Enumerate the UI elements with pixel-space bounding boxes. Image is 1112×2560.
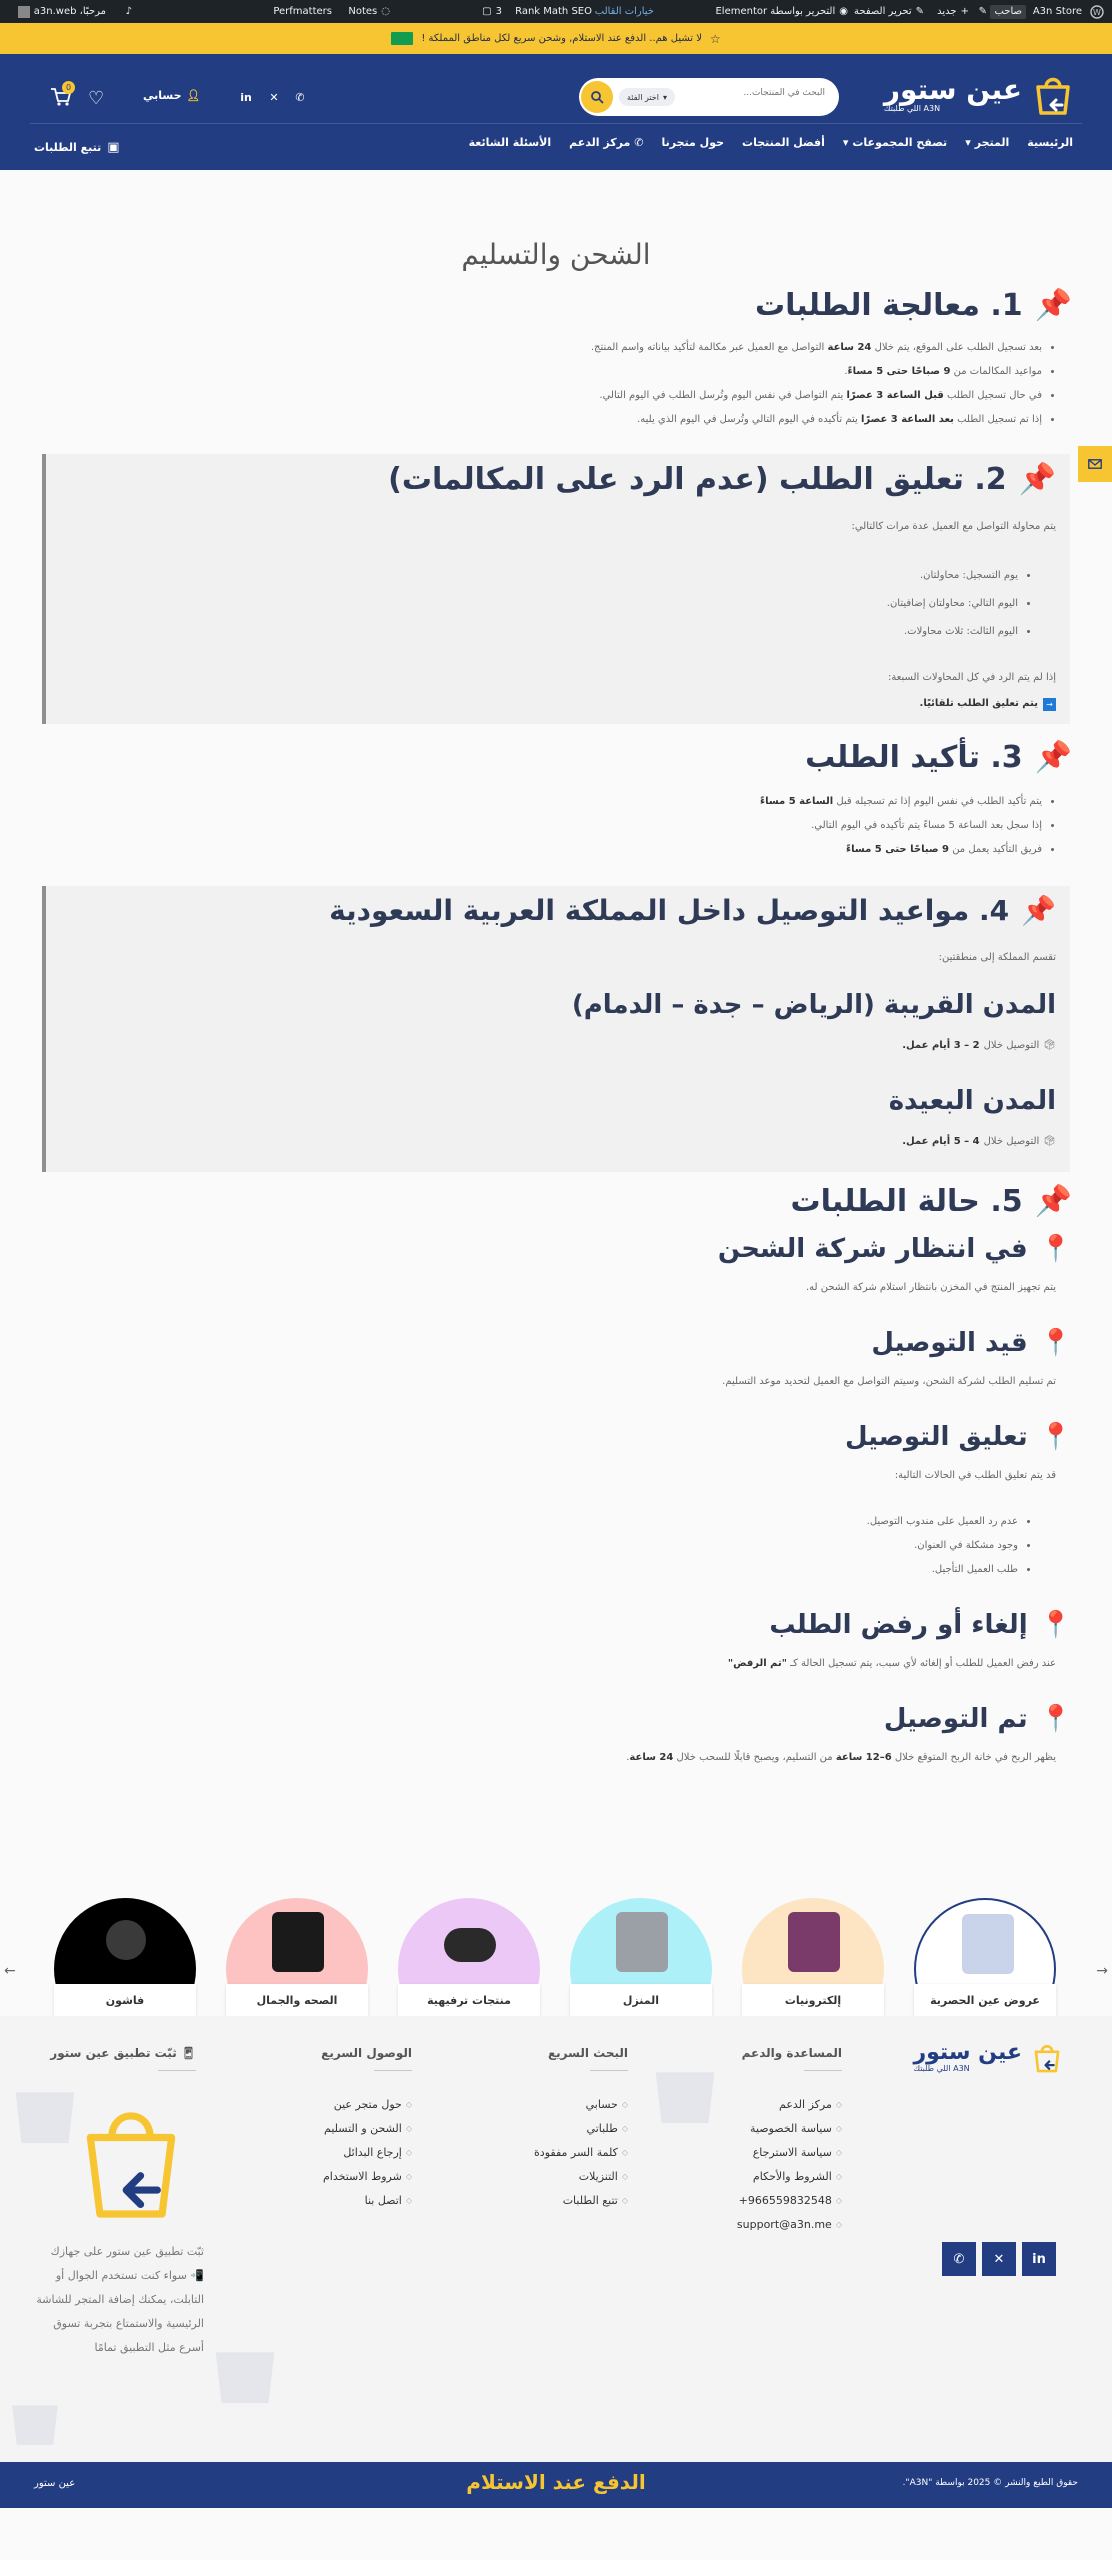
footer-social-links [942,2242,1056,2276]
mobile-phone-icon: 📱︎ [180,2046,196,2060]
notice-bar [0,23,1112,54]
wishlist-heart-icon[interactable]: ♡ [88,88,105,109]
footer-link[interactable]: ◇ طلباتي [534,2117,628,2141]
title-underline [804,2070,842,2071]
near-cities-delivery: 📦︎ التوصيل خلال 2 – 3 أيام عمل. [902,1034,1056,1058]
arrow-right-icon: → [1043,698,1056,711]
nav-shop[interactable]: المتجر ▾ [965,135,1010,149]
round-pushpin-icon: 📍 [1039,1704,1072,1734]
chevron-left-icon: ◇ [835,2196,842,2205]
far-cities-heading: المدن البعيدة [888,1086,1056,1116]
section-2-result: → يتم تعليق الطلب تلقائيًا. [920,692,1056,716]
chevron-left-icon: ◇ [621,2196,628,2205]
search-icon [590,90,604,104]
category-entertainment[interactable]: منتجات ترفيهية [398,1898,540,2016]
site-logo[interactable] [884,71,1076,117]
category-select[interactable]: ▾ اختر الفئة [619,88,675,106]
footer-link[interactable]: ◇ إرجاع البدائل [321,2141,412,2165]
admin-customize-icon[interactable]: ✎ [978,6,987,17]
chevron-left-icon: ◇ [405,2148,412,2157]
footer-help-column [737,2046,842,2237]
chevron-down-icon: ▾ [842,135,849,149]
admin-status: صاحب [990,0,1026,23]
footer-link[interactable]: ◇ الشحن و التسليم [321,2117,412,2141]
search-bar [579,78,839,116]
chevron-left-icon: ◇ [405,2124,412,2133]
section-4-intro: تقسم المملكة إلى منطقتين: [938,952,1056,963]
title-underline [590,2070,628,2071]
footer-link[interactable]: ◇ تتبع الطلبات [534,2189,628,2213]
footer-link[interactable]: ◇ حسابي [534,2093,628,2117]
footer-quick-column [321,2046,412,2213]
site-footer [0,2016,1112,2462]
calendar-icon: 📦︎ [1043,1040,1056,1051]
near-cities-heading: المدن القريبة (الرياض – جدة – الدمام) [571,990,1056,1020]
notice-text: لا تشيل هم.. الدفع عند الاستلام, وشحن سريع لكل مناطق المملكة ! [421,33,702,44]
footer-search-title: البحث السريع [547,2046,628,2060]
title-underline [158,2070,196,2071]
nav-support[interactable]: ✆ مركز الدعم [569,135,644,149]
list-item: • بعد تسجيل الطلب على الموقع، يتم خلال 24 ساعة التواصل مع العميل عبر مكالمة لتأكيد بياناته واسم المنتج. [591,336,1042,360]
pushpin-icon: 📌 [1021,894,1056,927]
bag-logo-icon [1030,71,1076,117]
status-suspend-list [867,1510,1032,1582]
list-item: • إذا تم تسجيل الطلب بعد الساعة 3 عصرًا يتم تأكيده في اليوم التالي وتُرسل في اليوم الذي يليه. [591,408,1042,432]
footer-logo-name: عين ستور [913,2039,1022,2065]
main-nav [460,124,1082,160]
admin-notes[interactable]: ◌ Notes [348,0,390,23]
chevron-left-icon: ◇ [835,2100,842,2109]
list-item: • في حال تسجيل الطلب قبل الساعة 3 عصرًا يتم التواصل في نفس اليوم وتُرسل الطلب في اليوم التالي. [591,384,1042,408]
admin-perfmatters[interactable]: Perfmatters [273,6,332,17]
chevron-down-icon: ▾ [662,92,667,102]
list-item: • اليوم التالي: محاولتان إضافيتان. [887,590,1018,618]
section-2-heading: 📌 2. تعليق الطلب (عدم الرد على المكالمات) [388,462,1056,497]
status-transit-heading: 📍 قيد التوصيل [871,1328,1072,1358]
cod-banner-text: الدفع عند الاستلام [466,2470,646,2494]
footer-link[interactable]: ◇ كلمة السر مفقودة [534,2141,628,2165]
logo-name: عين ستور [883,72,1022,106]
section-2-list [887,562,1032,646]
nav-best-products[interactable]: أفضل المنتجات [742,135,825,149]
bottom-bar [0,2462,1112,2508]
chevron-left-icon: ◇ [621,2172,628,2181]
section-3-list [760,790,1056,862]
round-pushpin-icon: 📍 [1039,1234,1072,1264]
elementor-icon: ◉ [839,6,848,17]
section-3-heading: 📌 3. تأكيد الطلب [805,740,1072,775]
footer-search-column [534,2046,628,2213]
list-item: • إذا سجل بعد الساعة 5 مساءً يتم تأكيده في اليوم التالي. [760,814,1042,838]
nav-about[interactable]: حول متجرنا [661,135,725,149]
list-item: • وجود مشكلة في العنوان. [867,1534,1018,1558]
chevron-left-icon: ◇ [405,2172,412,2181]
comment-icon: ▢ [482,6,492,17]
decorative-bag-icon [640,2036,730,2136]
search-input[interactable] [705,88,825,98]
chevron-down-icon: ▾ [965,135,971,149]
footer-link[interactable]: ◇ شروط الاستخدام [321,2165,412,2189]
star-icon: ☆ [709,31,721,46]
footer-logo-tagline: A3N اللي طلبتك [913,2063,970,2073]
footer-app-column [50,2046,196,2093]
round-pushpin-icon: 📍 [1039,1610,1072,1640]
pushpin-icon: 📌 [1018,462,1056,497]
nav-collections[interactable]: تصفح المجموعات ▾ [842,135,948,149]
box-icon: ▣ [107,140,120,155]
chat-icon: ◌ [381,6,390,17]
whatsapp-icon[interactable]: ✆ [942,2242,976,2276]
calendar-icon: 📦︎ [1043,1136,1056,1147]
chevron-left-icon: ◇ [835,2172,842,2181]
section-1-list [591,336,1056,432]
status-delivered-text: يظهر الربح في خانة الربح المتوقع خلال 6–12 ساعة من التسليم، ويصبح قابلًا للسحب خلال 24 ساعة. [626,1752,1056,1763]
far-cities-delivery: 📦︎ التوصيل خلال 4 – 5 أيام عمل. [902,1130,1056,1154]
list-item: • طلب العميل التأجيل. [867,1558,1018,1582]
nav-home[interactable]: الرئيسية [1027,135,1073,149]
section-5-heading: 📌 5. حالة الطلبات [790,1184,1072,1219]
chevron-left-icon: ◇ [405,2196,412,2205]
category-carousel [0,1890,1112,2016]
footer-link[interactable]: ◇ التنزيلات [534,2165,628,2189]
nav-faq[interactable]: الأسئلة الشائعة [468,135,552,149]
status-cancel-text: عند رفض العميل للطلب أو إلغائه لأي سبب، يتم تسجيل الحالة كـ "تم الرفض" [727,1658,1056,1669]
chevron-left-icon: ◇ [621,2100,628,2109]
admin-site-name[interactable]: A3n Store [1032,6,1082,17]
admin-new[interactable]: + جديد [937,0,969,23]
pencil-icon: ✎ [915,6,924,17]
title-underline [374,2070,412,2071]
status-cancel-heading: 📍 إلغاء أو رفض الطلب [769,1610,1072,1640]
saudi-flag-icon [391,32,413,45]
section-1-heading: 📌 1. معالجة الطلبات [754,288,1072,323]
footer-link[interactable]: ◇ سياسة الخصوصية [737,2117,842,2141]
list-item: • اليوم الثالث: ثلاث محاولات. [887,618,1018,646]
search-button[interactable] [581,81,613,113]
x-twitter-icon[interactable]: ✕ [982,2242,1016,2276]
footer-link[interactable]: ◇ مركز الدعم [737,2093,842,2117]
status-delivered-heading: 📍 تم التوصيل [883,1704,1072,1734]
linkedin-icon[interactable]: in [1022,2242,1056,2276]
footer-link[interactable]: ◇ اتصل بنا [321,2189,412,2213]
list-item: • مواعيد المكالمات من 9 صباحًا حتى 5 مساءً. [591,360,1042,384]
whatsapp-icon[interactable]: ✆ [295,90,305,104]
user-icon: 👤︎ [186,89,201,102]
footer-logo[interactable] [913,2040,1064,2074]
logo-tagline: A3N اللي طلبتك [883,103,941,113]
copyright-text: حقوق الطبع والنشر © 2025 بواسطة "A3N". [902,2478,1078,2488]
svg-text:W: W [1093,7,1101,17]
footer-help-title: المساعدة والدعم [741,2046,842,2060]
admin-elementor[interactable]: ◉ التحرير بواسطة Elementor [715,0,848,23]
contact-mail-button[interactable] [1078,446,1112,482]
chevron-left-icon: ◇ [621,2124,628,2133]
carousel-prev-arrow-icon[interactable]: ← [4,1963,16,1979]
whatsapp-icon: ✆ [634,135,644,149]
admin-edit-page[interactable]: ✎ تحرير الصفحة [854,0,924,23]
footer-app-title: 📱︎ ثبّت تطبيق عين ستور [50,2046,196,2060]
chevron-left-icon: ◇ [405,2100,412,2109]
category-exclusive-offers[interactable]: عروض عين الحصرية [914,1898,1056,2016]
decorative-bag-icon [200,2316,290,2416]
decorative-bag-icon [0,2376,70,2456]
pushpin-icon: 📌 [1034,740,1072,775]
footer-app-text: ثبّت تطبيق عين ستور على جهازك 📲 سواء كنت تستخدم الجوال أو التابلت، يمكنك إضافة المتجر للشاشة الرئيسية والاستمتاع بتجربة تسوق أسرع مثل التطبيق تمامًا [36,2245,204,2354]
footer-phone[interactable]: ◇ +966559832548 [737,2189,842,2213]
bag-logo-icon [1030,2040,1064,2074]
footer-link[interactable]: ◇ الشروط والأحكام [737,2165,842,2189]
carousel-next-arrow-icon[interactable]: → [1096,1963,1108,1979]
status-suspend-intro: قد يتم تعليق الطلب في الحالات التالية: [894,1470,1056,1481]
track-orders-link[interactable]: ▣ تتبع الطلبات [34,140,120,155]
section-2-intro: يتم محاولة التواصل مع العميل عدة مرات كالتالي: [851,521,1056,532]
status-transit-text: تم تسليم الطلب لشركة الشحن، وسيتم التواصل مع العميل لتحديد موعد التسليم. [722,1376,1056,1387]
site-header [0,54,1112,170]
cart-count-badge: 0 [62,81,75,94]
admin-greeting[interactable]: مرحبًا، a3n.web [18,0,106,23]
footer-quick-title: الوصول السريع [321,2046,412,2060]
category-electronics[interactable]: إلكترونيات [742,1898,884,2016]
chevron-left-icon: ◇ [835,2220,842,2229]
chevron-left-icon: ◇ [835,2148,842,2157]
admin-bell-icon[interactable]: ♪ [125,6,132,17]
chevron-left-icon: ◇ [835,2124,842,2133]
footer-link[interactable]: ◇ حول متجر عين [321,2093,412,2117]
admin-seo[interactable]: Rank Math SEO [515,6,592,17]
avatar [18,6,30,18]
admin-comments[interactable]: 3 ▢ [482,0,502,23]
plus-icon: + [960,6,969,17]
account-link[interactable]: 👤︎ حسابي [143,89,201,102]
category-health-beauty[interactable]: الصحه والجمال [226,1898,368,2016]
category-fashion[interactable]: فاشون [54,1898,196,2016]
linkedin-icon[interactable]: in [240,90,252,104]
list-item: • فريق التأكيد يعمل من 9 صباحًا حتى 5 مساءً [760,838,1042,862]
pushpin-icon: 📌 [1034,1184,1072,1219]
page-title: الشحن والتسليم [461,238,651,271]
pushpin-icon: 📌 [1034,288,1072,323]
status-waiting-text: يتم تجهيز المنتج في المخزن بانتظار استلام شركة الشحن له. [805,1282,1056,1293]
status-suspend-heading: 📍 تعليق التوصيل [844,1422,1072,1452]
section-2-outro: إذا لم يتم الرد في كل المحاولات السبعة: [887,672,1056,683]
chevron-left-icon: ◇ [621,2148,628,2157]
list-item: • عدم رد العميل على مندوب التوصيل. [867,1510,1018,1534]
category-home[interactable]: المنزل [570,1898,712,2016]
section-4-heading: 📌 4. مواعيد التوصيل داخل المملكة العربية السعودية [329,894,1056,927]
status-waiting-heading: 📍 في انتظار شركة الشحن [717,1234,1072,1264]
mail-icon [1088,459,1102,469]
round-pushpin-icon: 📍 [1039,1328,1072,1358]
app-bag-icon [76,2094,186,2224]
admin-bar [0,0,1112,23]
footer-link[interactable]: ◇ سياسة الاسترجاع [737,2141,842,2165]
footer-email[interactable]: ◇ support@a3n.me [737,2213,842,2237]
admin-template-options[interactable]: خيارات القالب [594,6,654,17]
x-twitter-icon[interactable]: ✕ [269,90,279,104]
list-item: • يتم تأكيد الطلب في نفس اليوم إذا تم تسجيله قبل الساعة 5 مساءً [760,790,1042,814]
list-item: • يوم التسجيل: محاولتان. [887,562,1018,590]
round-pushpin-icon: 📍 [1039,1422,1072,1452]
wordpress-icon[interactable] [1090,0,1104,23]
cart-button[interactable] [50,83,72,107]
bottom-brand-link[interactable]: عين ستور [34,2478,76,2489]
